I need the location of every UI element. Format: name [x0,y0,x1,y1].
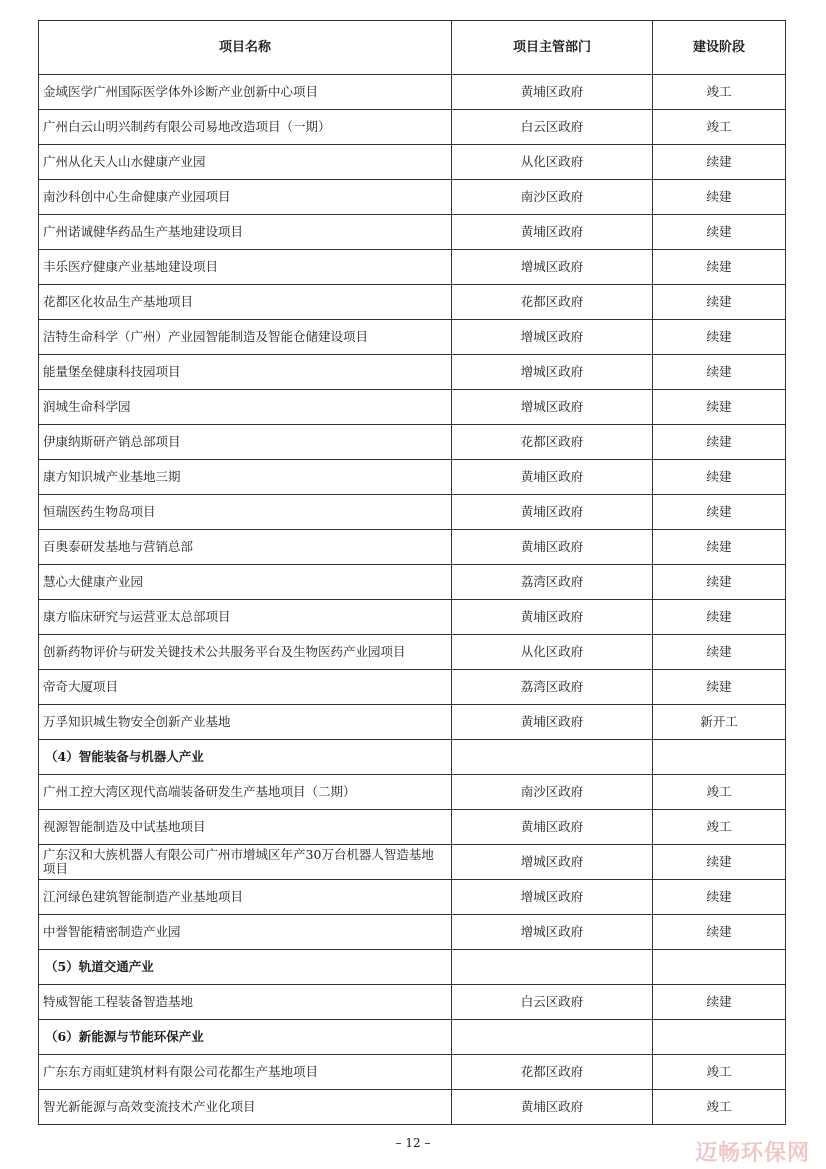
stage-cell: 续建 [653,425,786,460]
table-row [39,775,786,810]
table-header-row [39,21,786,75]
project-name-cell: 广东汉和大族机器人有限公司广州市增城区年产30万台机器人智造基地项目 [39,845,452,880]
project-name-cell: 创新药物评价与研发关键技术公共服务平台及生物医药产业园项目 [39,635,452,670]
table-row [39,810,786,845]
stage-cell: 续建 [653,145,786,180]
department-cell: 增城区政府 [452,880,653,915]
department-cell: 增城区政府 [452,845,653,880]
project-name-cell: 广州诺诚健华药品生产基地建设项目 [39,215,452,250]
table-row [39,355,786,390]
stage-cell: 续建 [653,495,786,530]
project-name-cell: 中誉智能精密制造产业园 [39,915,452,950]
table-row [39,845,786,880]
department-cell: 黄埔区政府 [452,460,653,495]
department-cell: 增城区政府 [452,355,653,390]
stage-cell: 续建 [653,635,786,670]
table-row [39,670,786,705]
table-row [39,1090,786,1125]
stage-cell: 续建 [653,845,786,880]
table-row [39,250,786,285]
department-cell: 黄埔区政府 [452,495,653,530]
stage-cell: 续建 [653,390,786,425]
table-row [39,110,786,145]
stage-cell: 续建 [653,880,786,915]
stage-cell: 续建 [653,460,786,495]
project-name-cell: 洁特生命科学（广州）产业园智能制造及智能仓储建设项目 [39,320,452,355]
table-row [39,180,786,215]
project-name-cell: 康方临床研究与运营亚太总部项目 [39,600,452,635]
department-cell: 黄埔区政府 [452,75,653,110]
department-cell: 黄埔区政府 [452,810,653,845]
table-row [39,635,786,670]
stage-cell: 续建 [653,250,786,285]
table-body [39,75,786,1125]
department-cell: 黄埔区政府 [452,705,653,740]
project-name-cell: 丰乐医疗健康产业基地建设项目 [39,250,452,285]
department-cell: 黄埔区政府 [452,1090,653,1125]
department-cell: 花都区政府 [452,285,653,320]
stage-cell: 续建 [653,530,786,565]
department-cell: 黄埔区政府 [452,215,653,250]
table-row [39,915,786,950]
project-name-cell: 广东东方雨虹建筑材料有限公司花都生产基地项目 [39,1055,452,1090]
stage-cell: 续建 [653,915,786,950]
project-name-cell: 智光新能源与高效变流技术产业化项目 [39,1090,452,1125]
stage-cell [653,1020,786,1055]
section-header-row [39,1020,786,1055]
project-name-cell: 特威智能工程装备智造基地 [39,985,452,1020]
stage-cell: 续建 [653,985,786,1020]
department-cell: 花都区政府 [452,425,653,460]
department-cell: 增城区政府 [452,250,653,285]
stage-cell: 续建 [653,320,786,355]
table-row [39,75,786,110]
watermark-logo: 迈畅环保网 [694,1141,810,1166]
department-cell: 花都区政府 [452,1055,653,1090]
table-row [39,145,786,180]
page-number: – 12 – [395,1136,431,1150]
project-name-cell: 帝奇大厦项目 [39,670,452,705]
stage-cell: 竣工 [653,1090,786,1125]
project-name-cell: 润城生命科学园 [39,390,452,425]
project-name-cell: 花都区化妆品生产基地项目 [39,285,452,320]
department-cell: 南沙区政府 [452,775,653,810]
project-name-cell: 伊康纳斯研产销总部项目 [39,425,452,460]
table-row [39,425,786,460]
table-row [39,495,786,530]
section-header-row [39,950,786,985]
table-row [39,600,786,635]
stage-cell: 续建 [653,355,786,390]
stage-cell [653,740,786,775]
project-name-cell: 万孚知识城生物安全创新产业基地 [39,705,452,740]
stage-cell: 新开工 [653,705,786,740]
stage-cell: 续建 [653,565,786,600]
header-stage: 建设阶段 [653,21,786,75]
stage-cell: 续建 [653,600,786,635]
department-cell: 从化区政府 [452,145,653,180]
project-name-cell: 广州从化天人山水健康产业园 [39,145,452,180]
header-department: 项目主管部门 [452,21,653,75]
table-row [39,285,786,320]
header-project-name: 项目名称 [39,21,452,75]
project-name-cell: 南沙科创中心生命健康产业园项目 [39,180,452,215]
project-name-cell: 广州工控大湾区现代高端装备研发生产基地项目（二期） [39,775,452,810]
department-cell: 黄埔区政府 [452,530,653,565]
table-row [39,320,786,355]
project-name-cell: 江河绿色建筑智能制造产业基地项目 [39,880,452,915]
table-row [39,390,786,425]
project-name-cell: 能量堡垒健康科技园项目 [39,355,452,390]
department-cell: 从化区政府 [452,635,653,670]
table-row [39,1055,786,1090]
project-name-cell: 康方知识城产业基地三期 [39,460,452,495]
project-table [38,20,786,1125]
table-row [39,565,786,600]
stage-cell: 续建 [653,215,786,250]
project-name-cell: 恒瑞医药生物岛项目 [39,495,452,530]
department-cell: 增城区政府 [452,390,653,425]
department-cell: 南沙区政府 [452,180,653,215]
project-name-cell: 百奥泰研发基地与营销总部 [39,530,452,565]
department-cell [452,950,653,985]
table-row [39,705,786,740]
stage-cell: 续建 [653,670,786,705]
stage-cell: 竣工 [653,775,786,810]
department-cell: 白云区政府 [452,110,653,145]
department-cell: 增城区政府 [452,320,653,355]
stage-cell: 续建 [653,180,786,215]
stage-cell [653,950,786,985]
stage-cell: 竣工 [653,1055,786,1090]
project-name-cell: （4）智能装备与机器人产业 [39,740,452,775]
project-name-cell: 慧心大健康产业园 [39,565,452,600]
stage-cell: 竣工 [653,110,786,145]
department-cell [452,1020,653,1055]
table-row [39,880,786,915]
department-cell: 黄埔区政府 [452,600,653,635]
project-name-cell: （6）新能源与节能环保产业 [39,1020,452,1055]
stage-cell: 续建 [653,285,786,320]
project-name-cell: 视源智能制造及中试基地项目 [39,810,452,845]
department-cell: 荔湾区政府 [452,670,653,705]
table-row [39,460,786,495]
table-row [39,985,786,1020]
table-row [39,530,786,565]
department-cell [452,740,653,775]
project-name-cell: 广州白云山明兴制药有限公司易地改造项目（一期） [39,110,452,145]
department-cell: 荔湾区政府 [452,565,653,600]
project-name-cell: 金域医学广州国际医学体外诊断产业创新中心项目 [39,75,452,110]
stage-cell: 竣工 [653,75,786,110]
stage-cell: 竣工 [653,810,786,845]
section-header-row [39,740,786,775]
table-row [39,215,786,250]
department-cell: 增城区政府 [452,915,653,950]
department-cell: 白云区政府 [452,985,653,1020]
project-name-cell: （5）轨道交通产业 [39,950,452,985]
